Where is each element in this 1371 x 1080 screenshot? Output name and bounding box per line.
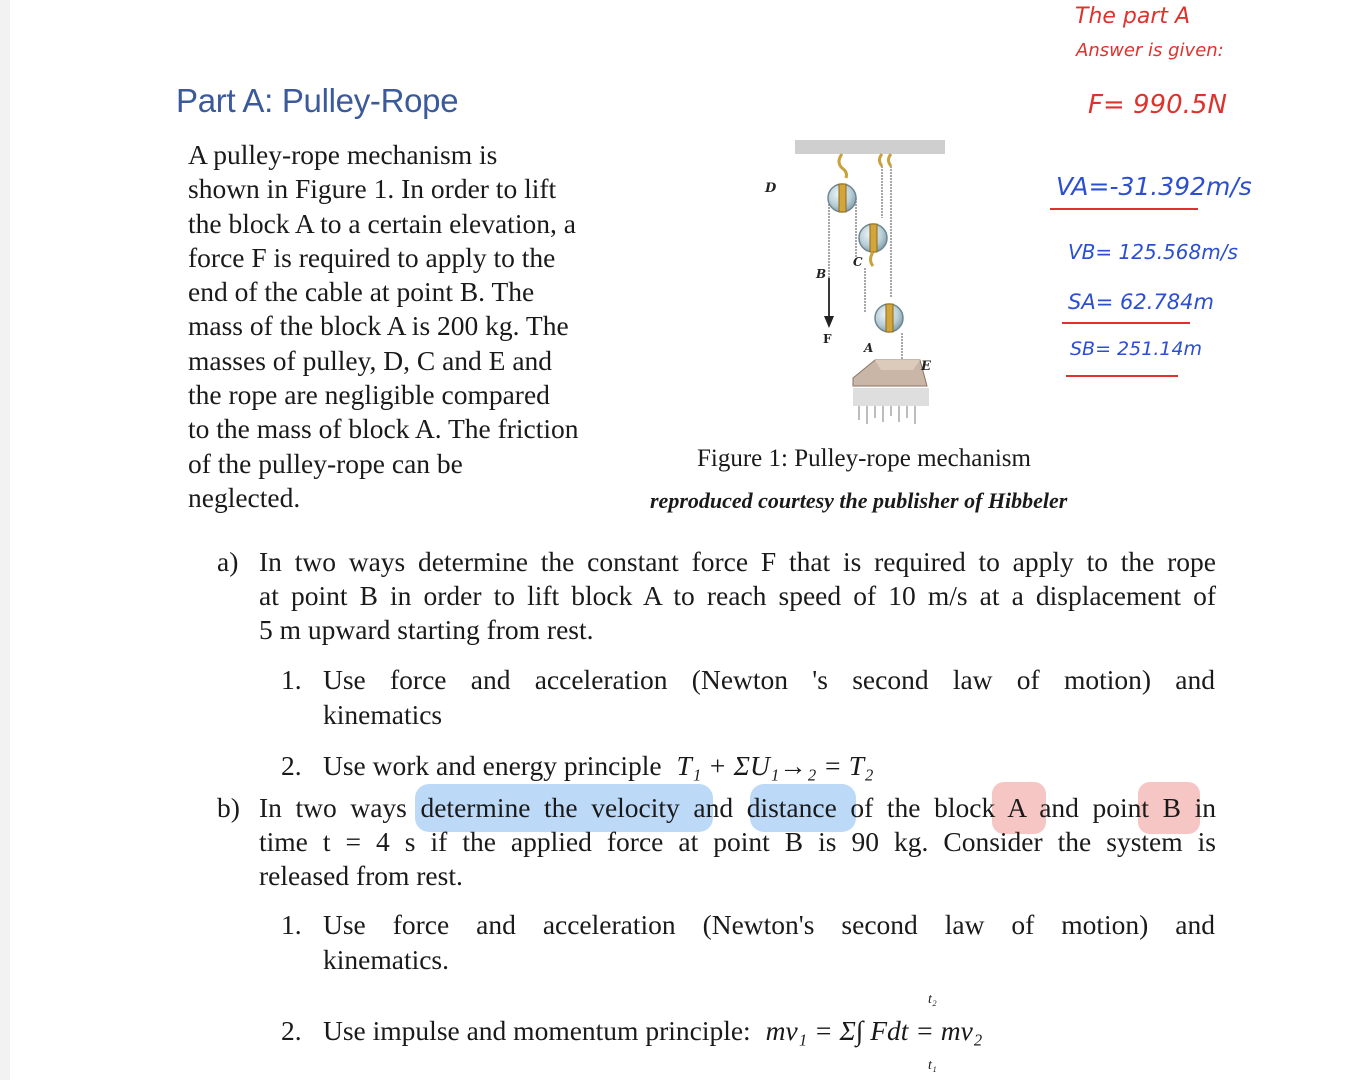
hand-note-line2: Answer is given: <box>1076 40 1224 61</box>
question-a-label: a) <box>217 546 239 577</box>
question-b-line: time t = 4 s if the applied force at point B is 90 kg. Consider the system is <box>259 826 1216 857</box>
work-energy-equation: T₁ + ΣU₁→₂ = T₂ <box>676 750 874 781</box>
page-title: Part A: Pulley-Rope <box>176 82 459 119</box>
hand-force-answer: F= 990.5N <box>1088 90 1227 120</box>
item-number: 1. <box>281 909 302 940</box>
intro-line: neglected. <box>188 481 301 513</box>
hand-sb: SB= 251.14m <box>1070 338 1203 360</box>
item-text: kinematics. <box>323 944 450 975</box>
intro-line: force F is required to apply to the <box>188 241 556 273</box>
intro-line: end of the cable at point B. The <box>188 276 535 308</box>
floor <box>853 388 929 406</box>
question-a-item-2 <box>281 748 1215 783</box>
item-text: Use impulse and momentum principle: <box>323 1015 751 1046</box>
label-f: F <box>823 332 832 346</box>
item-text: Use force and acceleration (Newton 's second law of motion) and <box>323 664 1215 695</box>
hand-sa: SA= 62.784m <box>1068 290 1214 314</box>
underline <box>1062 322 1190 324</box>
intro-line: the rope are negligible compared <box>188 379 550 411</box>
item-number: 2. <box>281 1015 302 1046</box>
item-text: Use work and energy principle <box>323 750 662 781</box>
impulse-momentum-equation: mv₁ = Σ∫ Fdt = mv₂ <box>765 1015 983 1046</box>
intro-line: the block A to a certain elevation, a <box>188 207 576 239</box>
label-a: A <box>864 341 874 355</box>
question-b-label: b) <box>217 792 240 823</box>
question-b <box>217 791 1216 893</box>
ceiling <box>795 140 945 154</box>
item-number: 2. <box>281 750 302 781</box>
pulley-c-hook <box>871 252 874 266</box>
force-arrowhead <box>824 316 834 328</box>
ceiling-hook <box>889 154 892 166</box>
question-a-item-1 <box>281 662 1215 732</box>
intro-line: mass of the block A is 200 kg. The <box>188 310 569 342</box>
item-text: Use force and acceleration (Newton's second law of motion) and <box>323 909 1215 940</box>
left-margin-bar <box>0 0 10 1080</box>
hand-note-line1: The part A <box>1075 4 1191 29</box>
underline <box>1066 375 1178 377</box>
figure-caption: Figure 1: Pulley-rope mechanism <box>697 445 1031 472</box>
integral-lower-limit: t₁ <box>928 1058 937 1073</box>
ceiling-hook <box>839 154 847 178</box>
integral-upper-limit: t₂ <box>928 992 937 1007</box>
intro-line: shown in Figure 1. In order to lift <box>188 173 557 205</box>
figure-courtesy: reproduced courtesy the publisher of Hibbeler <box>650 488 1068 513</box>
question-a <box>217 545 1216 647</box>
question-b-line: released from rest. <box>259 860 463 891</box>
question-b-item-1 <box>281 907 1215 977</box>
pulley-figure <box>765 138 965 428</box>
item-text: kinematics <box>323 699 443 730</box>
question-a-line: at point B in order to lift block A to reach speed of 10 m/s at a displacement of <box>259 580 1216 611</box>
question-b-line: In two ways determine the velocity and distance of the block A and point B in <box>259 792 1216 823</box>
question-b-item-2 <box>281 1013 1215 1048</box>
label-c: C <box>853 255 863 269</box>
hand-va: VA=-31.392m/s <box>1056 172 1252 201</box>
intro-paragraph <box>188 138 628 515</box>
question-a-line: 5 m upward starting from rest. <box>259 614 594 645</box>
hand-vb: VB= 125.568m/s <box>1068 240 1238 264</box>
intro-line: of the pulley-rope can be <box>188 447 463 479</box>
intro-line: to the mass of block A. The friction <box>188 413 579 445</box>
underline <box>1050 208 1198 210</box>
item-number: 1. <box>281 664 302 695</box>
label-d: D <box>765 181 777 196</box>
label-e: E <box>921 359 931 374</box>
intro-line: A pulley-rope mechanism is <box>188 139 498 170</box>
intro-line: masses of pulley, D, C and E and <box>188 344 553 376</box>
ceiling-hook <box>880 154 883 166</box>
label-b: B <box>816 267 827 281</box>
question-a-line: In two ways determine the constant force F that is required to apply to the rope <box>259 546 1216 577</box>
